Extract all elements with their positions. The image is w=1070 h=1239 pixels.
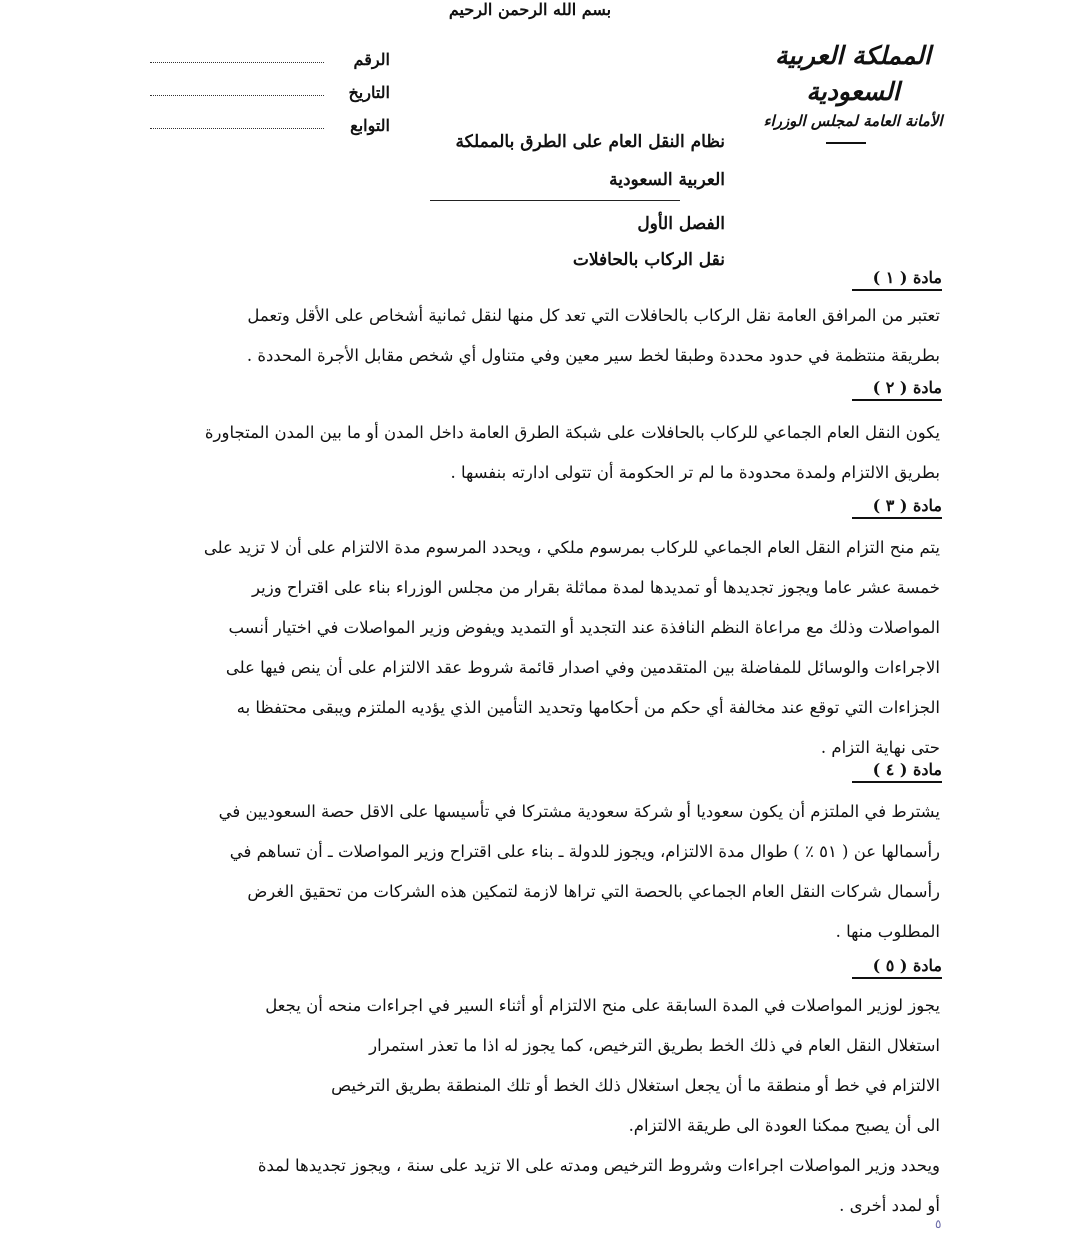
- article-2-line: بطريق الالتزام ولمدة محدودة ما لم تر الحكومة أن تتولى ادارته بنفسها .: [450, 463, 940, 482]
- document-title-line2: العربية السعودية: [609, 170, 725, 190]
- article-3-line: حتى نهاية التزام .: [820, 738, 940, 757]
- article-1-label: مادة ( ١ ): [852, 268, 942, 291]
- article-4-line: رأسمالها عن ( ٥١ ٪ ) طوال مدة الالتزام، ويجوز للدولة ـ بناء على اقتراح وزير المواصلات ـ أن تساهم في: [229, 842, 940, 861]
- field-date: [150, 69, 390, 102]
- article-2-label: مادة ( ٢ ): [852, 378, 942, 401]
- article-5-line: يجوز لوزير المواصلات في المدة السابقة على منح الالتزام أو أثناء السير في اجراءات منحه أن يجعل: [265, 996, 940, 1015]
- article-5-label: مادة ( ٥ ): [852, 956, 942, 979]
- article-5-line: ويحدد وزير المواصلات اجراءات وشروط الترخيص ومدته على الا تزيد على سنة ، ويجوز تجديدها لمدة: [257, 1156, 940, 1175]
- field-date-label: التاريخ: [348, 83, 390, 102]
- field-attachments-label: التوابع: [350, 116, 390, 135]
- field-number-line: [150, 61, 324, 63]
- title-underline: [430, 200, 680, 201]
- article-3-line: الجزاءات التي توقع عند مخالفة أي حكم من أحكامها وتحديد التأمين الذي يؤديه الملتزم ويبقى محتفظا به: [236, 698, 940, 717]
- article-5-line: أو لمدد أخرى .: [839, 1196, 940, 1215]
- secretariat-name: الأمانة العامة لمجلس الوزراء: [763, 112, 943, 130]
- article-3-text: [132, 528, 940, 768]
- chapter-heading: الفصل الأول: [637, 214, 725, 234]
- article-4-label: مادة ( ٤ ): [852, 760, 942, 783]
- article-3-line: المواصلات وذلك مع مراعاة النظم النافذة عند التجديد أو التمديد ويفوض وزير المواصلات في اختيار أنسب: [228, 618, 940, 637]
- article-4-line: رأسمال شركات النقل العام الجماعي بالحصة التي تراها لازمة لتمكين هذه الشركات من تحقيق الغرض: [247, 882, 940, 901]
- kingdom-name: المملكة العربية السعودية: [775, 41, 931, 106]
- article-5-line: الالتزام في خط أو منطقة ما أن يجعل استغلال ذلك الخط أو تلك المنطقة بطريق الترخيص: [331, 1076, 940, 1095]
- letterhead: [748, 38, 958, 132]
- article-1-line: تعتبر من المرافق العامة نقل الركاب بالحافلات التي تعد كل منها لنقل ثمانية أشخاص على الأقل وتعمل: [247, 306, 940, 325]
- field-number: [150, 36, 390, 69]
- field-attachments-line: [150, 127, 324, 129]
- article-2-line: يكون النقل العام الجماعي للركاب بالحافلات على شبكة الطرق العامة داخل المدن أو ما بين المدن المتجاورة: [204, 423, 940, 442]
- field-number-label: الرقم: [353, 50, 390, 69]
- article-1-line: بطريقة منتظمة في حدود محددة وطبقا لخط سير معين وفي متناول أي شخص مقابل الأجرة المحددة .: [246, 346, 940, 365]
- article-3-label: مادة ( ٣ ): [852, 496, 942, 519]
- article-4-line: يشترط في الملتزم أن يكون سعوديا أو شركة سعودية مشتركا في تأسيسها على الاقل حصة السعوديين في: [218, 802, 940, 821]
- letterhead-dash: [826, 142, 866, 144]
- article-2-text: [132, 413, 940, 493]
- article-5-text: [132, 986, 940, 1226]
- basmala: بسم الله الرحمن الرحيم: [448, 0, 612, 19]
- article-5-line: الى أن يصبح ممكنا العودة الى طريقة الالتزام.: [628, 1116, 940, 1135]
- article-3-line: خمسة عشر عاما ويجوز تجديدها أو تمديدها لمدة مماثلة بقرار من مجلس الوزراء بناء على اقتراح وزير: [252, 578, 940, 597]
- reference-fields: [150, 36, 390, 135]
- article-4-text: [132, 792, 940, 952]
- article-3-line: الاجراءات والوسائل للمفاضلة بين المتقدمين وفي اصدار قائمة شروط عقد الالتزام على أن ينص فيها على: [225, 658, 940, 677]
- article-1-text: [132, 296, 940, 376]
- article-4-line: المطلوب منها .: [835, 922, 940, 941]
- field-date-line: [150, 94, 324, 96]
- document-title-line1: نظام النقل العام على الطرق بالمملكة: [455, 132, 725, 152]
- article-5-line: استغلال النقل العام في ذلك الخط بطريق الترخيص، كما يجوز له اذا ما تعذر استمرار: [369, 1036, 940, 1055]
- field-attachments: [150, 102, 390, 135]
- article-3-line: يتم منح التزام النقل العام الجماعي للركاب بمرسوم ملكي ، ويحدد المرسوم مدة الالتزام على أن لا تزيد على: [203, 538, 940, 557]
- page-corner-mark: ٥: [935, 1217, 942, 1231]
- chapter-title: نقل الركاب بالحافلات: [572, 250, 725, 270]
